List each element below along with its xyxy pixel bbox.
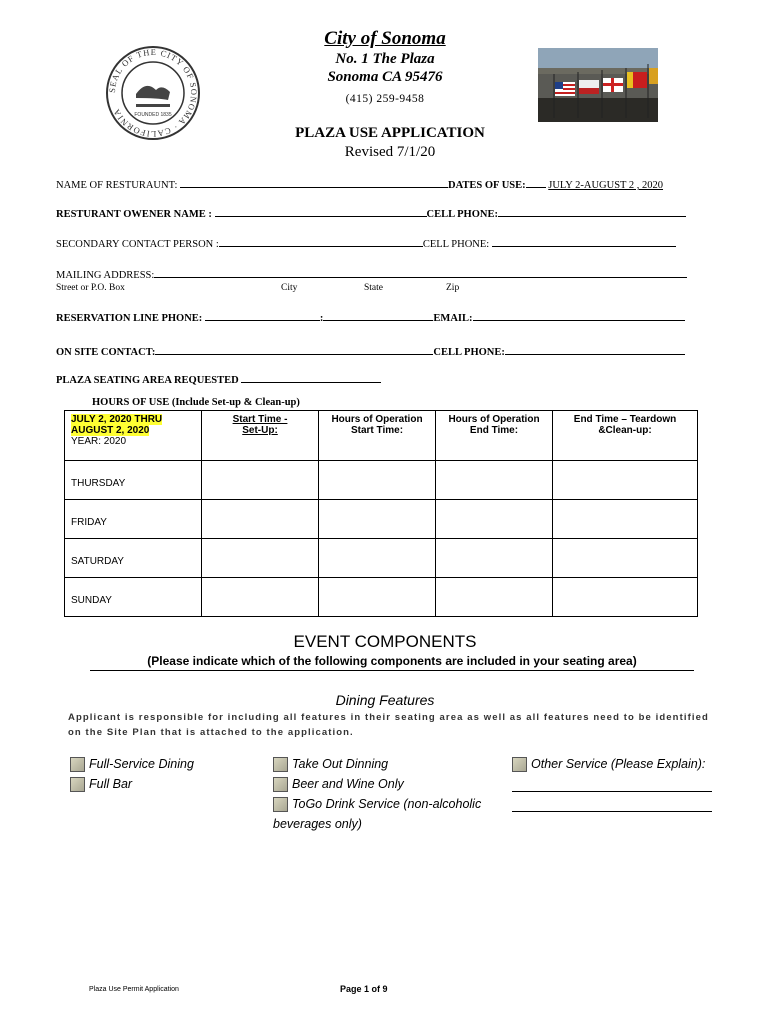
dining-features-title: Dining Features bbox=[335, 692, 435, 708]
form-title: PLAZA USE APPLICATION bbox=[295, 125, 485, 141]
reservation-phone-input[interactable] bbox=[205, 310, 320, 321]
cell-phone-2-label: CELL PHONE: bbox=[422, 239, 490, 250]
col-setup-label: Start Time - Set-Up: bbox=[232, 414, 288, 436]
col-close bbox=[436, 411, 553, 461]
day-friday: FRIDAY bbox=[65, 500, 202, 539]
cell-input[interactable] bbox=[436, 578, 553, 617]
option-full-service-label: Full-Service Dining bbox=[89, 757, 194, 771]
col-teardown bbox=[553, 411, 698, 461]
event-components-subtitle: (Please indicate which of the following components are included in your seating area) bbox=[90, 654, 694, 671]
cell-input[interactable] bbox=[202, 500, 319, 539]
option-full-service[interactable] bbox=[70, 757, 194, 772]
owner-row bbox=[56, 206, 686, 220]
col-open-label: Hours of Operation Start Time: bbox=[331, 414, 423, 436]
checkbox-take-out[interactable] bbox=[273, 757, 288, 772]
option-other-service-label: Other Service (Please Explain): bbox=[531, 757, 706, 771]
checkbox-full-service[interactable] bbox=[70, 757, 85, 772]
period-line-2: AUGUST 2, 2020 bbox=[71, 425, 150, 436]
on-site-contact-input[interactable] bbox=[155, 344, 433, 355]
street-caption: Street or P.O. Box bbox=[56, 283, 125, 293]
dates-prefix-line bbox=[526, 177, 546, 188]
svg-text:SEAL OF THE CITY OF SONOMA · C: SEAL OF THE CITY OF SONOMA · CALIFORNIA bbox=[106, 46, 200, 140]
restaurant-name-row bbox=[56, 177, 663, 191]
footer-form-name: Plaza Use Permit Application bbox=[89, 986, 179, 993]
reservation-phone-label: RESERVATION LINE PHONE: bbox=[56, 313, 203, 324]
dates-of-use-label: DATES OF USE: bbox=[448, 180, 526, 191]
state-caption: State bbox=[364, 283, 383, 293]
phone-number: (415) 259-9458 bbox=[345, 93, 425, 105]
address-line-1: No. 1 The Plaza bbox=[335, 51, 435, 67]
cell-input[interactable] bbox=[202, 539, 319, 578]
owner-name-input[interactable] bbox=[215, 206, 427, 217]
other-service-line-1[interactable] bbox=[512, 779, 712, 797]
cell-phone-3-label: CELL PHONE: bbox=[433, 347, 505, 358]
cell-phone-label: CELL PHONE: bbox=[426, 209, 498, 220]
revised-date: Revised 7/1/20 bbox=[344, 144, 436, 160]
cell-phone-3-input[interactable] bbox=[505, 344, 685, 355]
cell-input[interactable] bbox=[202, 578, 319, 617]
cell-input[interactable] bbox=[553, 578, 698, 617]
cell-phone-2-input[interactable] bbox=[492, 236, 676, 247]
city-caption: City bbox=[281, 283, 298, 293]
checkbox-other-service[interactable] bbox=[512, 757, 527, 772]
cell-input[interactable] bbox=[553, 461, 698, 500]
reservation-row: RESERVATION LINE PHONE: : EMAIL: bbox=[56, 310, 685, 324]
zip-caption: Zip bbox=[446, 283, 460, 293]
secondary-contact-input[interactable] bbox=[219, 236, 423, 247]
option-togo-drink[interactable] bbox=[273, 797, 481, 812]
col-close-label: Hours of Operation End Time: bbox=[448, 414, 540, 436]
period-line-1: JULY 2, 2020 THRU bbox=[71, 414, 163, 425]
address-line-2: Sonoma CA 95476 bbox=[327, 69, 443, 85]
checkbox-beer-wine[interactable] bbox=[273, 777, 288, 792]
seating-area-label: PLAZA SEATING AREA REQUESTED bbox=[56, 375, 239, 386]
secondary-contact-label: SECONDARY CONTACT PERSON : bbox=[56, 239, 219, 250]
dining-instructions-1: Applicant is responsible for including all features in their seating area as well as all features need to be identified bbox=[68, 712, 709, 723]
option-other-service[interactable] bbox=[512, 757, 705, 772]
col-teardown-label: End Time – Teardown &Clean-up: bbox=[573, 414, 677, 436]
option-togo-drink-label: ToGo Drink Service (non-alcoholic bbox=[292, 797, 482, 811]
page-number: Page 1 of 9 bbox=[340, 984, 388, 994]
checkbox-full-bar[interactable] bbox=[70, 777, 85, 792]
cell-phone-input[interactable] bbox=[498, 206, 686, 217]
table-row bbox=[65, 539, 698, 578]
day-sunday: SUNDAY bbox=[65, 578, 202, 617]
cell-input[interactable] bbox=[436, 500, 553, 539]
seating-area-input[interactable] bbox=[241, 372, 381, 383]
cell-input[interactable] bbox=[319, 500, 436, 539]
col-open bbox=[319, 411, 436, 461]
dining-instructions-2: on the Site Plan that is attached to the application. bbox=[68, 727, 354, 738]
city-seal bbox=[104, 44, 202, 142]
mailing-address-row bbox=[56, 267, 687, 281]
other-service-line-2[interactable] bbox=[512, 799, 712, 817]
table-row bbox=[65, 461, 698, 500]
email-label: EMAIL: bbox=[433, 313, 473, 324]
cell-input[interactable] bbox=[553, 539, 698, 578]
hours-caption: HOURS OF USE (Include Set-up & Clean-up) bbox=[92, 397, 300, 408]
cell-input[interactable] bbox=[436, 539, 553, 578]
period-cell bbox=[65, 411, 202, 461]
email-input[interactable] bbox=[473, 310, 685, 321]
svg-text:FOUNDED 1835: FOUNDED 1835 bbox=[134, 112, 172, 118]
on-site-row bbox=[56, 344, 685, 358]
col-setup bbox=[202, 411, 319, 461]
on-site-contact-label: ON SITE CONTACT: bbox=[56, 347, 156, 358]
restaurant-name-input[interactable] bbox=[180, 177, 448, 188]
restaurant-name-label: NAME OF RESTURAUNT: bbox=[56, 180, 178, 191]
table-row bbox=[65, 500, 698, 539]
secondary-contact-row bbox=[56, 236, 676, 250]
plaza-flags-photo bbox=[538, 48, 658, 122]
cell-input[interactable] bbox=[319, 539, 436, 578]
cell-input[interactable] bbox=[202, 461, 319, 500]
cell-input[interactable] bbox=[319, 461, 436, 500]
dates-of-use-value[interactable]: JULY 2-AUGUST 2 , 2020 bbox=[548, 180, 664, 191]
table-row bbox=[65, 578, 698, 617]
period-year: YEAR: 2020 bbox=[71, 436, 127, 447]
option-take-out-label: Take Out Dinning bbox=[292, 757, 389, 771]
mailing-address-input[interactable] bbox=[154, 267, 687, 278]
option-full-bar-label: Full Bar bbox=[89, 777, 133, 791]
cell-input[interactable] bbox=[436, 461, 553, 500]
option-take-out[interactable] bbox=[273, 757, 388, 772]
owner-name-label: RESTURANT OWENER NAME : bbox=[56, 209, 212, 220]
option-beer-wine[interactable] bbox=[273, 777, 404, 792]
reservation-phone-input-2[interactable] bbox=[323, 310, 433, 321]
option-togo-drink-wrap: beverages only) bbox=[273, 817, 362, 831]
day-saturday: SATURDAY bbox=[65, 539, 202, 578]
mailing-address-label: MAILING ADDRESS: bbox=[56, 270, 155, 281]
hours-table bbox=[64, 410, 698, 617]
event-components-title: EVENT COMPONENTS bbox=[293, 632, 477, 651]
seating-area-row bbox=[56, 372, 381, 386]
option-beer-wine-label: Beer and Wine Only bbox=[292, 777, 404, 791]
cell-input[interactable] bbox=[553, 500, 698, 539]
option-full-bar[interactable] bbox=[70, 777, 132, 792]
checkbox-togo-drink[interactable] bbox=[273, 797, 288, 812]
cell-input[interactable] bbox=[319, 578, 436, 617]
day-thursday: THURSDAY bbox=[65, 461, 202, 500]
city-name: City of Sonoma bbox=[324, 28, 446, 49]
